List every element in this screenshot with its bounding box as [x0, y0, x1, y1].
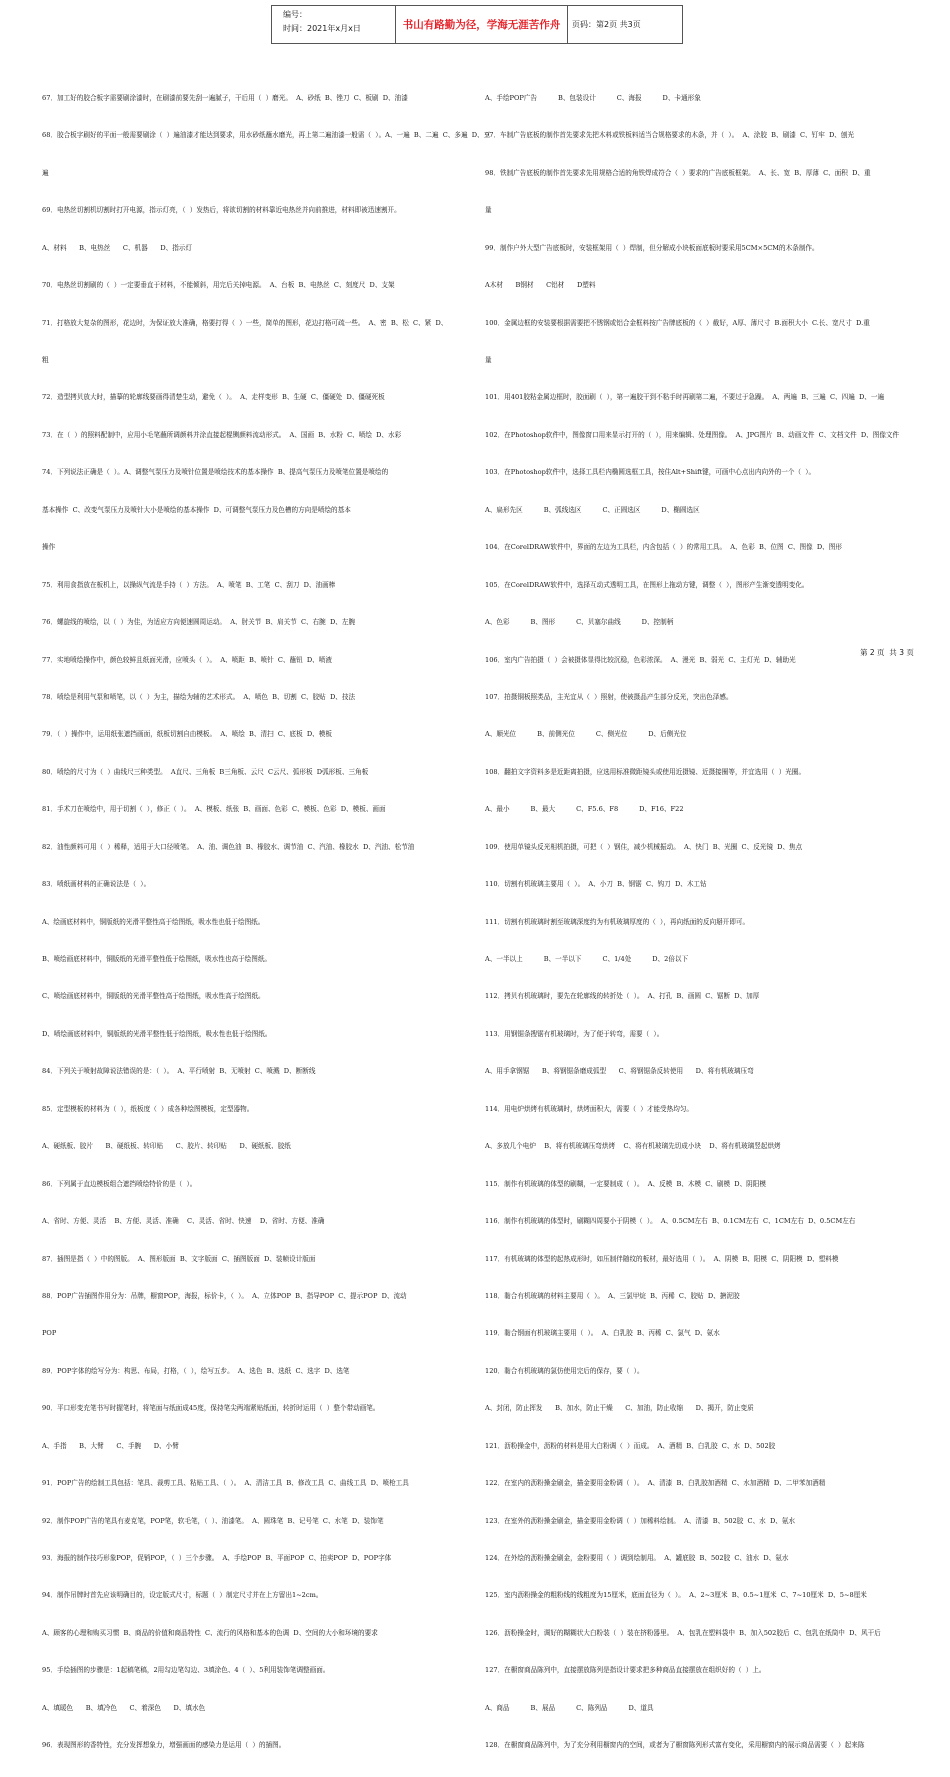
question-line: 88．POP广告插图作用分为：吊牌，橱窗POP，海报，标价卡，（ ）。 A、立体POP B、指导POP C、提示POP D、流动 [42, 1291, 407, 1300]
question-line: 97．车制广告底板的制作首先要求先把木料或铁板料适当合规格要求的木条，并（ ）。 A、涂胶 B、刷漆 C、钉牢 D、刨光 [485, 131, 855, 140]
question-line: 83．喷纸画材料的正确说法是（ ）。 [42, 880, 151, 889]
question-line: A、扁形先区 B、弧线选区 C、正圆选区 D、椭圆选区 [485, 505, 700, 514]
question-line: 92．制作POP广告的笔具有麦克笔，POP笔，软毛笔，（ ）、油漆笔。 A、圆珠笔 B、记号笔 C、水笔 D、装饰笔 [42, 1516, 384, 1525]
question-line: A、手指 B、大臂 C、手腕 D、小臂 [42, 1441, 179, 1450]
question-line: POP [42, 1329, 57, 1338]
question-line: 85．定型模板的材料为（ ），纸板度（ ）成各种绘图模板，定型器物。 [42, 1104, 254, 1113]
header-info-cell [272, 6, 396, 43]
question-line: 102．在Photoshop软件中，图像窗口用来显示打开的（ ），用来编辑、处理图像。 A、JPG图片 B、动画文件 C、文档文件 D、图像文件 [485, 430, 900, 439]
question-line: 126．沥粉操金时，调好的糊糊状大白粉装（ ）装在挤粉器里。 A、包乳在塑料袋中 B、加入502胶后 C、包乳在纸筒中 D、风干后 [485, 1628, 881, 1637]
question-line: 99．制作户外大型广告底板时，安装框架用（ ）焊制，但分解成小块板面底板时要采用5CM×5CM的木条制作。 [485, 243, 819, 252]
question-line: 109．使用单镜头反光相机拍摄，可把（ ）钢住，减少机械振动。 A、快门 B、光圈 C、反光镜 D、焦点 [485, 842, 803, 851]
question-line: A、绘画底材料中，铜版纸的光滑平整性高于绘图纸，吸水性也低于绘图纸。 [42, 917, 265, 926]
question-line: 遍 [42, 168, 49, 177]
question-line: B、喷绘画底材料中，铜版纸的光滑平整性低于绘图纸，吸水性也高于绘图纸。 [42, 955, 272, 964]
question-line: A、顾客的心理和购买习惯 B、商品的价值和商品特性 C、流行的风格和基本的色调 D、空间的大小和环境的要求 [42, 1628, 378, 1637]
question-line: 86．下列属于直边模板组合遮挡喷绘特价的是（ ）。 [42, 1179, 197, 1188]
question-line: 116．制作有机玻璃的体型时，刷糊四周要小于阴模（ ）。 A、0.5CM左右 B、0.1CM左右 C、1CM左右 D、0.5CM左右 [485, 1217, 856, 1226]
question-line: 73．在（ ）的照料配制中，应用小毛笔蘸所调颜料并涂直接起棍铡颜料流动形式。 A、国画 B、水粉 C、喷绘 D、水彩 [42, 430, 402, 439]
question-line: 81．手术刀在喷绘中，用于切割（ ），修正（ ）。 A、模板、纸张 B、画面、色彩 C、模板、色彩 D、模板、画面 [42, 805, 386, 814]
question-line: A、硬纸板、胶片 B、硬纸板、转印贴 C、胶片、转印贴 D、硬纸板、胶纸 [42, 1142, 291, 1151]
question-line: 量 [485, 356, 492, 365]
question-line: 量 [485, 206, 492, 215]
question-line: 操作 [42, 543, 56, 552]
question-line: 93．海报的制作技巧形象POP，促销POP，（ ）三个步骤。 A、手绘POP B、平面POP C、拍卖POP D、POP字体 [42, 1554, 392, 1563]
question-line: 79．（ ）操作中，运用纸张遮挡画面，纸板切割自由模板。 A、喷绘 B、清扫 C、底板 D、模板 [42, 730, 332, 739]
question-line: 123．在室外的沥粉操金刷金，描金要用金粉调（ ）加稀料绘制。 A、清漆 B、502胶 C、水 D、氨水 [485, 1516, 796, 1525]
question-line: A、色彩 B、图形 C、贝塞尔曲线 D、控制柄 [485, 618, 674, 627]
question-line: 124．在外绘的沥粉操金刷金，金粉要用（ ）调到绘制用。 A、罐底胶 B、502胶 C、油水 D、氨水 [485, 1554, 789, 1563]
question-line: 71．打格放大复杂的图形，花边时，为保证放大准确，格要打得（ ）一些，简单的图形，花边打格可疏一些。 A、密 B、松 C、紧 D、 [42, 318, 448, 327]
left-column [42, 67, 491, 1777]
question-line: 117．有机玻璃的体型的起热成形时，如压制伴随纹的板材，最好选用（ ）。 A、阴模 B、阳模 C、阴阳模 D、塑料模 [485, 1254, 839, 1263]
question-line: 122．在室内的沥粉操金刷金，描金要用金粉调（ ）。 A、清漆 B、白乳胶加酒精 C、水加酒精 D、二甲苯加酒精 [485, 1479, 826, 1488]
right-column [485, 67, 921, 1777]
question-line: A木材 B钢材 C铝材 D塑料 [485, 281, 596, 290]
question-line: 粗 [42, 356, 49, 365]
question-line: A、多放几个电炉 B、将有机玻璃压弯烘烤 C、将有机玻璃先切成小块 D、将有机玻璃竖起烘烤 [485, 1142, 781, 1151]
question-line: C、喷绘画底材料中，铜版纸的光滑平整性高于绘图纸，吸水性高于绘图纸。 [42, 992, 265, 1001]
question-line: A、填暖色 B、填冷色 C、着深色 D、填水色 [42, 1703, 206, 1712]
question-line: 95．手绘插图的步骤是：1起稿笔稿，2用勾边笔勾边、3填涂色、4（ ）、5利用装饰笔调整画面。 [42, 1666, 330, 1675]
question-line: 96．表现图形的香特性，充分发挥想象力，增强画面的感染力是运用（ ）的插图。 [42, 1741, 286, 1750]
question-line: A、最小 B、最大 C、F5.6、F8 D、F16、F22 [485, 805, 684, 814]
question-line: A、商品 B、展品 C、陈列品 D、道具 [485, 1703, 654, 1712]
header-page-number: 页码：第2页 共3页 [572, 20, 641, 29]
question-line: 84．下列关于喷射故障说法错误的是：（ ）。 A、平行喷射 B、无喷射 C、喷溅 D、断断线 [42, 1067, 316, 1076]
question-line: 120．黏合有机玻璃的氯仿使用完后的保存，要（ ）。 [485, 1366, 644, 1375]
document-time-label: 时间：2021年x月x日 [283, 24, 361, 33]
page-header [271, 5, 683, 44]
question-line: 127．在橱窗商品陈列中，直接摆放陈列是指设计要求把多种商品直接摆放在组织好的（ ）上。 [485, 1666, 766, 1675]
question-line: 74．下列说法正确是（ ）。A、调整气泵压力及喷针位置是喷绘技术的基本操作 B、提高气泵压力及喷笔位置是喷绘的 [42, 468, 389, 477]
question-line: 80．喷绘的尺寸为（ ）曲线尺三种类型。 A直尺、三角板 B三角板、云尺 C云尺、弧形板 D弧形板、三角板 [42, 767, 369, 776]
question-line: 128．在橱窗商品陈列中，为了充分利用橱窗内的空间，或者为了橱窗陈列形式富有变化，采用橱窗内的展示商品需要（ ）起来陈 [485, 1741, 865, 1750]
question-line: 69．电热丝切割机切割时打开电源，指示灯亮，（ ）发热后，将欲切割的材料靠近电热丝并向前推进，材料即被迅速割开。 [42, 206, 401, 215]
question-line: 82．油性颜料可用（ ）稀释，适用于大口径喷笔。 A、油、调色油 B、橡胶水、调节油 C、汽油、橡胶水 D、汽油、松节油 [42, 842, 415, 851]
question-line: 115．制作有机玻璃的体型的刷糊，一定要制成（ ）。 A、反模 B、木模 C、刷模 D、阴阳模 [485, 1179, 766, 1188]
question-line: 106．室内广告拍摄（ ）会被摄体显得比较沉稳，色彩浓深。 A、漫光 B、弱光 C、主灯光 D、辅助光 [485, 655, 796, 664]
question-line: A、用手拿钢锯 B、将钢锯条磨成弧型 C、将钢锯条反转使用 D、将有机玻璃压弯 [485, 1067, 754, 1076]
question-line: 基本操作 C、改变气泵压力及喷针大小是喷绘的基本操作 D、可调整气泵压力及色槽的方向是喷绘的基本 [42, 505, 351, 514]
question-line: 68．胶合板字刷好的平面一般需要刷涂（ ）遍油漆才能达到要求，用水砂纸蘸水磨光，再上第二遍油漆一般需（ ）。A、一遍 B、二遍 C、多遍 D、三 [42, 131, 491, 140]
header-slogan: 书山有路勤为径，学海无涯苦作舟 [396, 6, 568, 43]
question-line: 100．金属边框的安装要根据需要把不锈钢或铝合金框料按广告牌底板的（ ）截好，A厚、薄尺寸 B.面积大小 C.长、宽尺寸 D.重 [485, 318, 870, 327]
question-line: D、喷绘画底材料中，铜版纸的光滑平整性低于绘图纸，吸水性也低于绘图纸。 [42, 1029, 272, 1038]
question-line: 105．在CorelDRAW软件中，选择互动式透明工具，在图形上拖动方键，调整（ ），图形产生渐变透明变化。 [485, 580, 809, 589]
question-line: A、省时、方便、灵活 B、方便、灵活、准确 C、灵活、省时、快速 D、省时、方便、准确 [42, 1217, 325, 1226]
question-line: 91．POP广告的绘制工具包括：笔具、裁剪工具、粘贴工具、（ ）。 A、清洁工具 B、修改工具 C、曲线工具 D、喷枪工具 [42, 1479, 409, 1488]
footer-page-number: 第 2 页 共 3 页 [860, 648, 914, 657]
question-line: A、手绘POP广告 B、包装设计 C、海报 D、卡通形象 [485, 93, 701, 102]
question-line: 113．用钢锯条搜锯有机玻璃时，为了便于转弯，需要（ ）。 [485, 1029, 664, 1038]
question-line: 101．用401胶粘金属边框时，胶面刷（ ），第一遍胶干到不粘手时再刷第二遍，不要过于急躁。 A、两遍 B、三遍 C、四遍 D、一遍 [485, 393, 885, 402]
question-line: 98．铁制广告底板的制作首先要求先用规格合适的角铁焊成符合（ ）要求的广告底板框架。 A、长、宽 B、厚薄 C、面积 D、重 [485, 168, 871, 177]
question-line: 90．平口形变充笔书写时握笔时，将笔面与纸面成45度，保持笔尖两端紧贴纸面，转折时运用（ ）整个带动画笔。 [42, 1404, 380, 1413]
question-line: A、封闭，防止挥发 B、加水，防止干燥 C、加油，防止收缩 D、揭开，防止变质 [485, 1404, 754, 1413]
question-line: 118．黏合有机玻璃的材料主要用（ ）。 A、三氯甲烷 B、丙稀 C、胶贴 D、搪泥胶 [485, 1291, 740, 1300]
question-line: 111．切割有机玻璃时割至玻璃深度约为有机玻璃厚度的（ ），再向纸面的反向掰开即可。 [485, 917, 750, 926]
question-line: 104．在CorelDRAW软件中，界面的左边为工具栏，内含包括（ ）的常用工具。 A、色彩 B、位图 C、图像 D、图形 [485, 543, 842, 552]
question-line: 107．拍摄铜板照类品，主光宜从（ ）照射，使被摄品产生部分反光，突出色泽感。 [485, 692, 733, 701]
question-line: A、顺光位 B、前侧光位 C、侧光位 D、后侧光位 [485, 730, 687, 739]
question-line: 108．翻拍文字资料多是近距离拍摄，应选用标准微距镜头或使用近摄镜、近摄接圈等，并宜选用（ ）光圈。 [485, 767, 806, 776]
question-line: 110．切割有机玻璃主要用（ ）。 A、小刀 B、钢锯 C、钩刀 D、木工钻 [485, 880, 707, 889]
question-line: 103．在Photoshop软件中，选择工具栏内椭圆选框工具，按住Alt+Shift键，可画中心点出内向外的一个（ ）。 [485, 468, 816, 477]
question-line: 119．黏合钢面有机玻璃主要用（ ）。 A、白乳胶 B、丙稀 C、氯气 D、氨水 [485, 1329, 720, 1338]
question-line: 77．实地喷绘操作中，颜色较鲜且纸面光滑，应喷头（ ）。 A、喷距 B、喷针 C、蘸钮 D、喷液 [42, 655, 332, 664]
question-line: 112．拷贝有机玻璃时，要先在轮廓线的转折处（ ）。 A、打孔 B、画圆 C、锯断 D、加厚 [485, 992, 760, 1001]
question-line: A、材料 B、电热丝 C、机器 D、指示灯 [42, 243, 192, 252]
question-line: 125．室内沥粉操金的粗粉线的线粗度为15厘米，底面直径为（ ）。 A、2~3厘米 B、0.5~1厘米 C、7~10厘米 D、5~8厘米 [485, 1591, 867, 1600]
question-line: 114．用电炉烘烤有机玻璃时，烘烤面积大，需要（ ）才能受热均匀。 [485, 1104, 693, 1113]
question-line: 78．喷绘是利用气泵和喷笔，以（ ）为主，描绘为辅的艺术形式。 A、喷色 B、切割 C、胶贴 D、技法 [42, 692, 356, 701]
question-line: 94．制作吊牌时首先应该明确目的，设定版式尺寸，标题（ ）制定尺寸并在上方留出1~2cm。 [42, 1591, 323, 1600]
document-number-label: 编号： [283, 10, 307, 19]
question-line: 67．加工好的胶合板字需要刷涂漆时，在刷漆前要先刮一遍腻子，干后用（ ）磨光。 A、砂纸 B、锉刀 C、板刷 D、油漆 [42, 93, 408, 102]
question-line: 87．插图是指（ ）中的图版。 A、图形版面 B、文字版面 C、插图版面 D、装帧设计版面 [42, 1254, 316, 1263]
question-line: A、一半以上 B、一半以下 C、1/4处 D、2倍以下 [485, 955, 689, 964]
question-line: 89．POP字体的绘写分为：构思、布局，打格，（ ），绘写五步。 A、选色 B、选纸 C、选字 D、选笔 [42, 1366, 350, 1375]
question-line: 76．螺旋线的喷绘，以（ ）为佳，为适应方向便速圆周运动。 A、肘关节 B、肩关节 C、右腕 D、左腕 [42, 618, 356, 627]
question-line: 72．造型拷贝放大时，描摹的轮廓线要画得清楚生动，避免（ ）。 A、走样变形 B、生硬 C、僵硬处 D、僵硬死板 [42, 393, 385, 402]
question-line: 75．利用食指放在板机上，以操纵气流是手持（ ）方法。 A、喷笔 B、工笔 C、刮刀 D、油画棒 [42, 580, 336, 589]
question-line: 70．电热丝切割刷的（ ）一定要垂直于材料，不能倾斜，用完后关掉电源。 A、台板 B、电热丝 C、刻度尺 D、支架 [42, 281, 395, 290]
question-line: 121．沥粉操金中，沥粉的材料是用大白粉调（ ）而成。 A、酒精 B、白乳胶 C、水 D、502胶 [485, 1441, 776, 1450]
